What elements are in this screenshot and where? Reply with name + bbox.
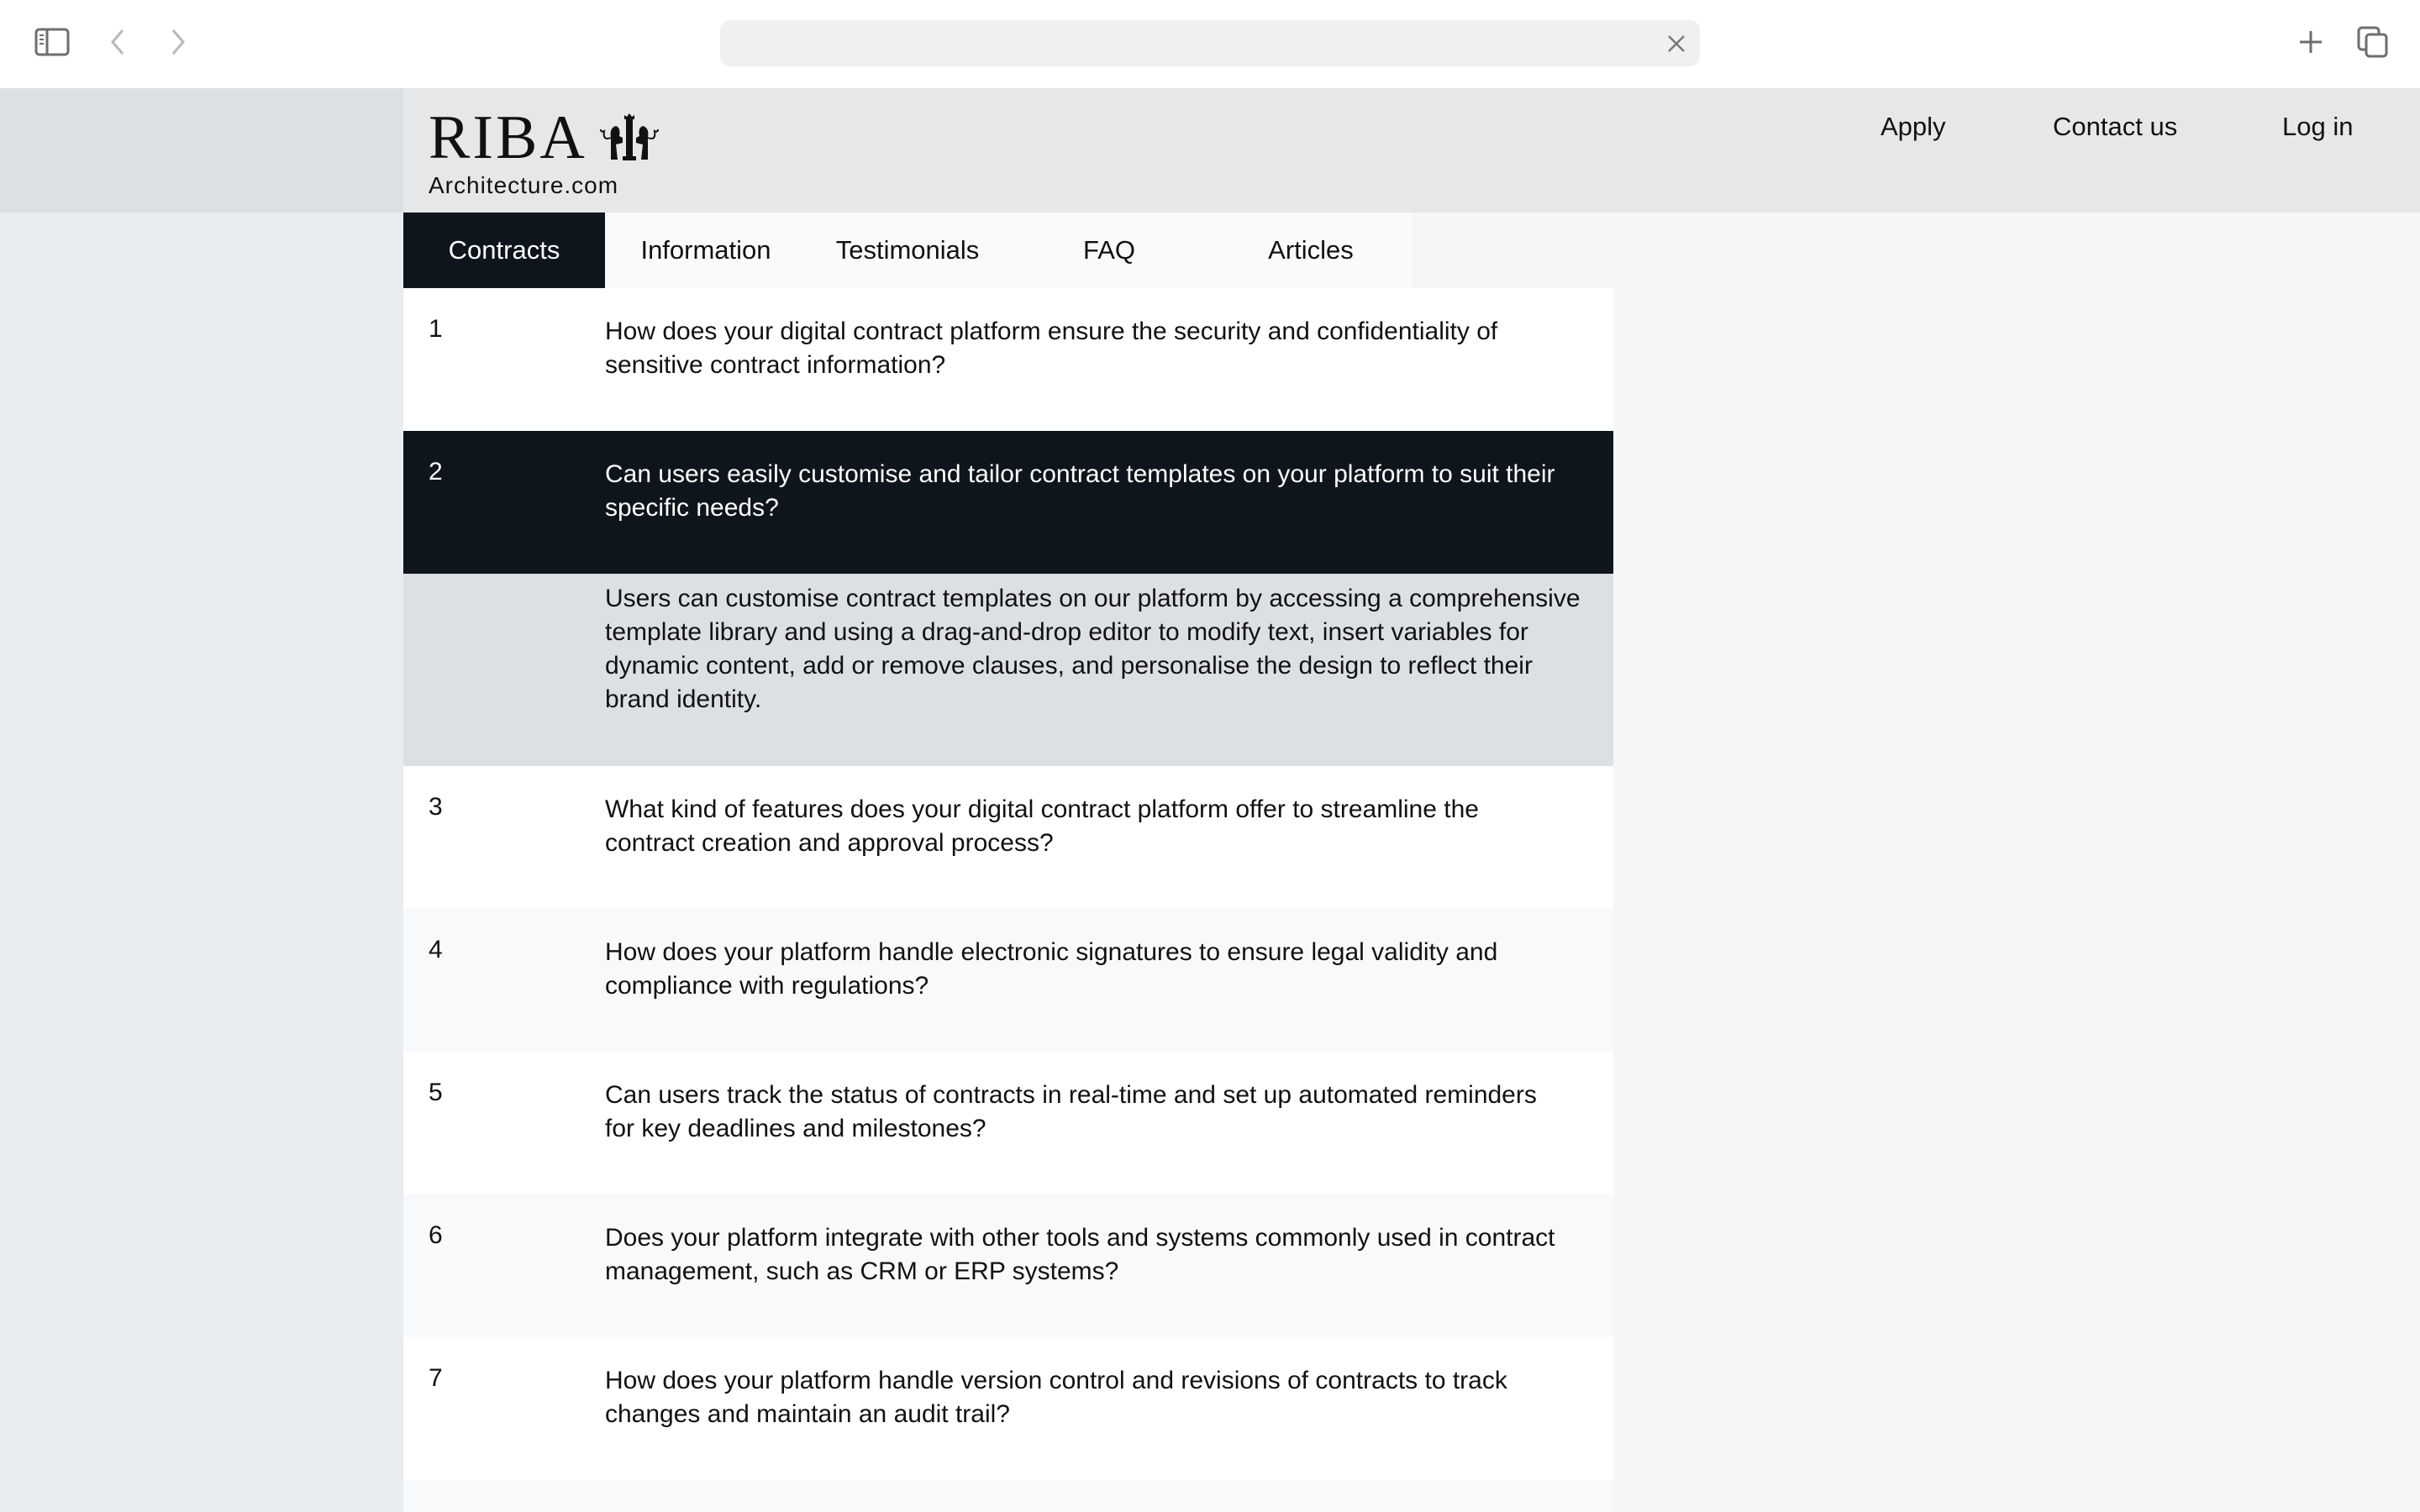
browser-toolbar xyxy=(0,0,2420,88)
faq-question: Can users easily customise and tailor contract templates on your platform to suit their specific needs? xyxy=(605,460,1555,522)
tab-faq[interactable]: FAQ xyxy=(1008,213,1210,288)
faq-question: Can users track the status of contracts in real-time and set up automated reminders for key deadlines and milestones? xyxy=(605,1081,1537,1142)
tab-contracts[interactable]: Contracts xyxy=(403,213,605,288)
faq-number: 4 xyxy=(429,936,443,963)
faq-item[interactable] xyxy=(403,1194,1613,1337)
faq-list xyxy=(403,288,1613,1512)
nav-apply-link[interactable]: Apply xyxy=(1881,112,1946,141)
faq-question: Does your platform integrate with other tools and systems commonly used in contract management, such as CRM or ERP systems? xyxy=(605,1224,1555,1285)
faq-number: 2 xyxy=(429,458,443,486)
faq-item[interactable] xyxy=(403,288,1613,431)
chevron-left-icon[interactable] xyxy=(101,25,134,59)
faq-number: 5 xyxy=(429,1079,443,1106)
faq-item[interactable] xyxy=(403,766,1613,909)
page-gutter xyxy=(0,213,403,1512)
tab-testimonials[interactable]: Testimonials xyxy=(807,213,1008,288)
nav-contact-link[interactable]: Contact us xyxy=(2053,112,2178,141)
plus-icon[interactable] xyxy=(2294,25,2328,59)
nav-login-link[interactable]: Log in xyxy=(2282,112,2354,141)
faq-number: 6 xyxy=(429,1221,443,1249)
faq-item[interactable] xyxy=(403,1052,1613,1194)
logo-subtitle: Architecture.com xyxy=(429,172,619,198)
faq-question: How does your platform handle version control and revisions of contracts to track changes and maintain an audit trail? xyxy=(605,1367,1507,1428)
tab-articles[interactable]: Articles xyxy=(1210,213,1412,288)
logo-text: RIBA xyxy=(429,103,587,172)
faq-item-expanded[interactable] xyxy=(403,431,1613,574)
chevron-right-icon[interactable] xyxy=(161,25,195,59)
sidebar-icon[interactable] xyxy=(34,27,71,57)
faq-number: 1 xyxy=(429,315,443,343)
tabs-overview-icon[interactable] xyxy=(2354,24,2391,60)
address-bar[interactable] xyxy=(720,20,1700,66)
faq-answer-panel xyxy=(403,574,1613,766)
faq-number: 7 xyxy=(429,1364,443,1392)
faq-item[interactable] xyxy=(403,1337,1613,1480)
category-tabs xyxy=(403,213,1412,288)
faq-answer: Users can customise contract templates on our platform by accessing a comprehensive template library and using a drag-and-drop editor to modify text, insert variables for dynamic content, add or remove clauses, and personalise the design to reflect their brand identity. xyxy=(605,585,1581,713)
faq-question: How does your platform handle electronic signatures to ensure legal validity and compliance with regulations? xyxy=(605,938,1498,1000)
faq-item[interactable] xyxy=(403,909,1613,1052)
site-header xyxy=(0,88,2420,213)
crest-icon xyxy=(599,113,660,165)
tab-information[interactable]: Information xyxy=(605,213,807,288)
faq-question: How does your digital contract platform ensure the security and confidentiality of sensitive contract information? xyxy=(605,318,1498,379)
close-icon[interactable] xyxy=(1665,32,1688,55)
header-gutter xyxy=(0,88,403,213)
faq-item-partial[interactable] xyxy=(403,1480,1613,1512)
faq-number: 3 xyxy=(429,793,443,821)
faq-question: What kind of features does your digital contract platform offer to streamline the contract creation and approval process? xyxy=(605,795,1479,857)
riba-logo[interactable] xyxy=(429,103,660,199)
